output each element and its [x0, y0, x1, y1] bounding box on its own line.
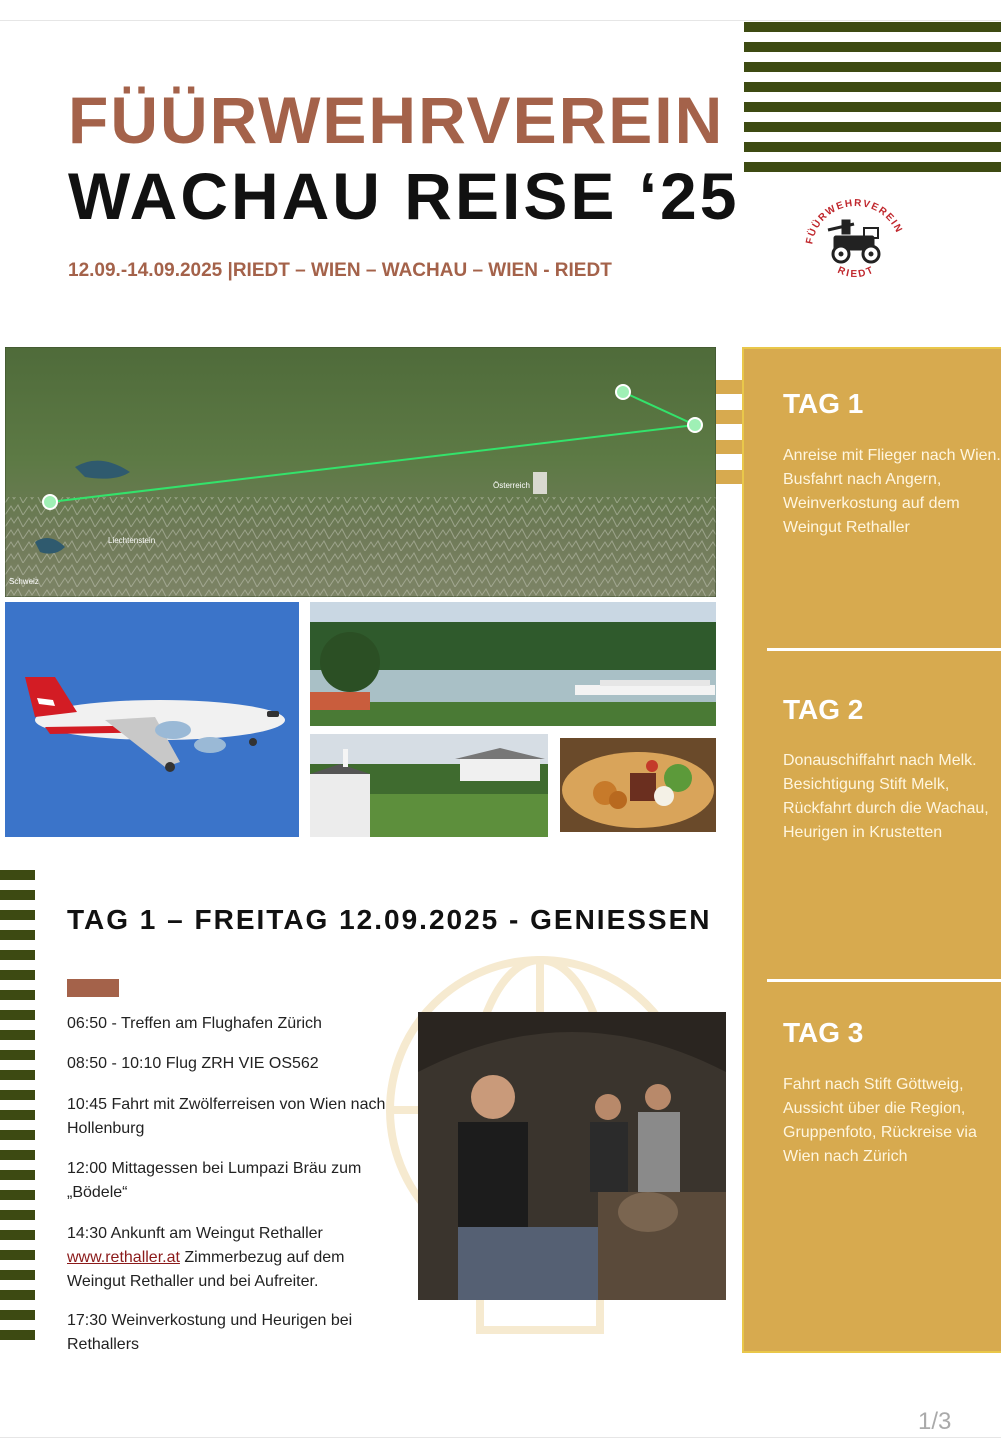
map-label-switzerland: Schweiz: [9, 577, 39, 586]
day3-text: Fahrt nach Stift Göttweig, Aussicht über die Region, Gruppenfoto, Rückreise via Wien nach Zürich: [783, 1076, 977, 1165]
day-separator: [767, 648, 1001, 651]
top-divider: [0, 20, 1001, 21]
club-logo: [798, 188, 913, 293]
schedule-item-arrival: [67, 1222, 407, 1294]
map-marker-vienna: [688, 418, 702, 432]
svg-text:RIEDT: [836, 264, 877, 280]
schedule-item: 12:00 Mittagessen bei Lumpazi Bräu zum „Bödele“: [67, 1160, 362, 1201]
map-marker-angern: [616, 385, 630, 399]
trip-dates-route: 12.09.-14.09.2025 |RIEDT – WIEN – WACHAU – WIEN - RIEDT: [68, 260, 612, 281]
winery-website-link[interactable]: www.rethaller.at: [67, 1249, 180, 1266]
map-label-austria: Österreich: [493, 481, 530, 490]
olive-stripes-left: [0, 870, 35, 1340]
map-label-liechtenstein: Liechtenstein: [108, 536, 156, 545]
day1-title: TAG 1: [783, 388, 864, 419]
photo-village: [310, 734, 548, 837]
schedule-item-text: 14:30 Ankunft am Weingut Rethaller: [67, 1225, 323, 1242]
day-overview-panel: [742, 347, 1001, 1353]
photo-food-platter: [560, 738, 716, 832]
day3-title: TAG 3: [783, 1017, 864, 1048]
map-marker-zurich: [43, 495, 57, 509]
photo-danube-river: [310, 602, 716, 726]
day-separator: [767, 979, 1001, 982]
title-club-name: FÜÜRWEHRVEREIN: [68, 83, 725, 157]
schedule-item: 10:45 Fahrt mit Zwölferreisen von Wien nach Hollenburg: [67, 1096, 386, 1137]
title-trip: WACHAU REISE ‘25: [68, 159, 740, 233]
day1-section-title: TAG 1 – FREITAG 12.09.2025 - GENIESSEN: [67, 904, 712, 935]
day2-title: TAG 2: [783, 694, 864, 725]
bottom-divider: [0, 1437, 1001, 1438]
logo-bottom-text: RIEDT: [835, 264, 877, 281]
route-map: [5, 347, 716, 597]
page-indicator: 1/3: [918, 1408, 952, 1435]
day1-text: Anreise mit Flieger nach Wien. Busfahrt nach Angern, Weinverkostung auf dem Weingut Rethaller: [783, 447, 1001, 536]
photo-wine-cellar: [418, 1012, 726, 1300]
accent-bar: [67, 979, 119, 997]
olive-stripes-top: [744, 22, 1001, 172]
schedule-item: 08:50 - 10:10 Flug ZRH VIE OS562: [67, 1055, 319, 1072]
gold-connector-tabs: [716, 380, 744, 484]
schedule-item-text: Zimmerbezug auf dem Weingut Rethaller und bei Aufreiter.: [67, 1249, 345, 1290]
schedule-item: 06:50 - Treffen am Flughafen Zürich: [67, 1015, 322, 1032]
logo-arc-text: FÜÜRWEHRVEREIN: [804, 197, 905, 246]
photo-airplane: [5, 602, 299, 837]
schedule-item: 17:30 Weinverkostung und Heurigen bei Rethallers: [67, 1312, 353, 1353]
day2-text: Donauschiffahrt nach Melk. Besichtigung Stift Melk, Rückfahrt durch die Wachau, Heurigen in Krustetten: [783, 752, 989, 841]
